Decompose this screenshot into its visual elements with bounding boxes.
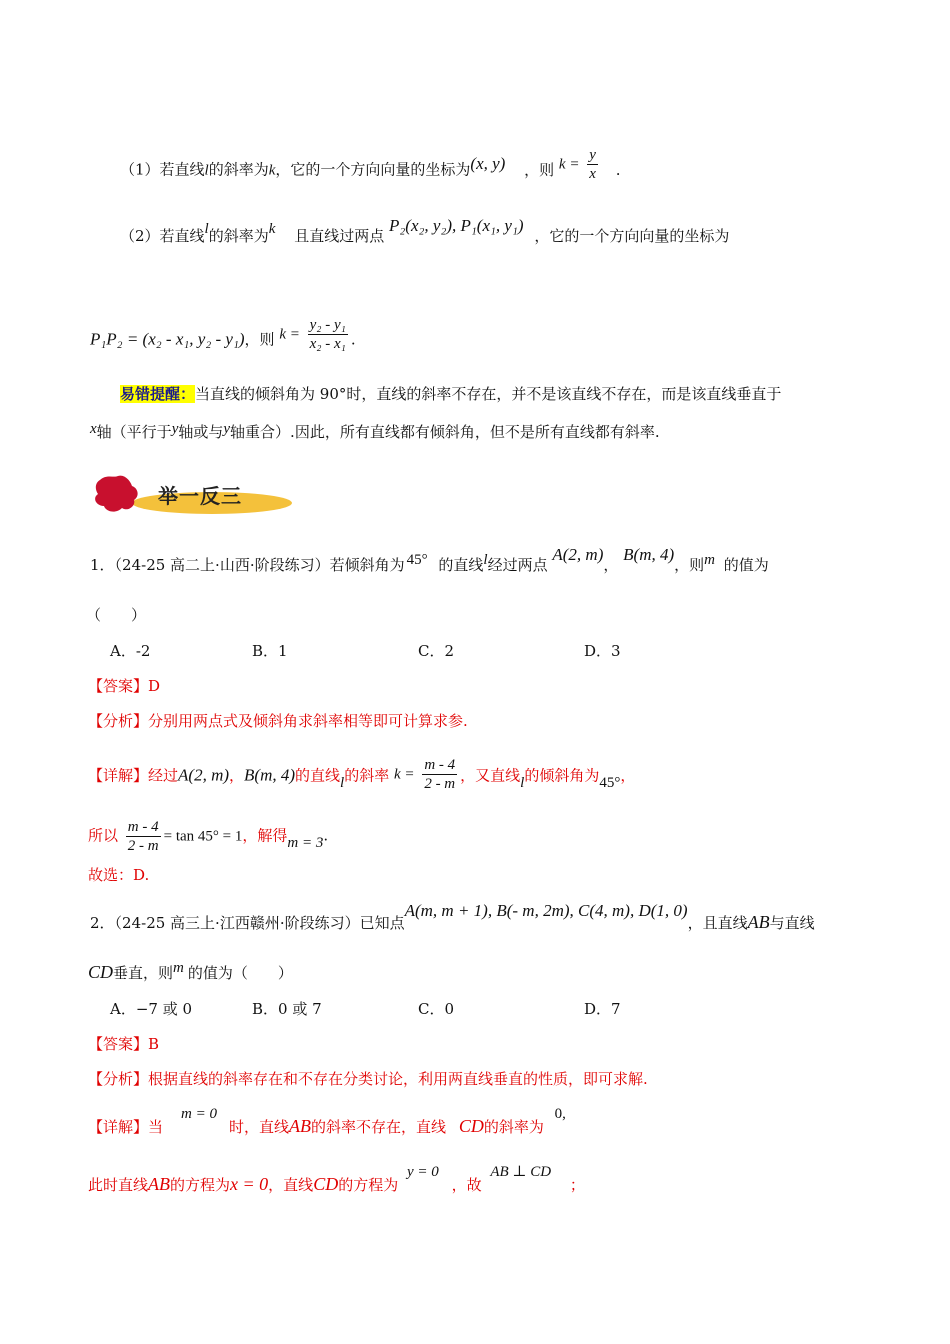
- q1-option-b[interactable]: B．1: [252, 642, 288, 660]
- detail-text-5: 的倾斜角为: [524, 766, 600, 785]
- q2-option-d[interactable]: D．7: [584, 1000, 621, 1018]
- q1-analysis: [88, 711, 468, 731]
- answer-value: D: [148, 677, 161, 695]
- q1-answer: [88, 676, 160, 696]
- detail-text: 经过: [148, 766, 179, 785]
- solve-result: m = 3: [287, 834, 324, 851]
- analysis-text: 分别用两点式及倾斜角求斜率相等即可计算求参.: [148, 712, 468, 730]
- m-equals-zero: m = 0: [181, 1106, 217, 1122]
- line-ab: AB: [289, 1116, 312, 1136]
- detail-end: ；: [569, 1176, 585, 1194]
- slope-zero: 0,: [554, 1106, 566, 1122]
- q2-text-4: 的值为（ ）: [187, 964, 293, 982]
- answer-label: 【答案】: [88, 1035, 149, 1053]
- q2-text-1: ，且直线: [687, 914, 748, 932]
- warning-line-1: [120, 384, 781, 404]
- rule-2-end: .: [350, 330, 356, 349]
- solve-equation: = tan 45° = 1: [163, 828, 243, 845]
- slope-eq-2: k =: [279, 326, 300, 343]
- detail-label: 【详解】: [88, 766, 149, 785]
- q1-text-4: 的值为: [723, 556, 769, 574]
- var-k: k: [268, 221, 276, 237]
- warning-text-2: 轴（平行于: [96, 423, 172, 441]
- analysis-label: 【分析】: [88, 1070, 149, 1088]
- q2-analysis: [88, 1069, 648, 1089]
- var-y-2: y: [223, 421, 231, 437]
- detail-text-5: 此时直线: [88, 1176, 149, 1194]
- q2-text-3: 垂直，则: [113, 964, 174, 982]
- detail-text-8: 的方程为: [338, 1176, 399, 1194]
- q1-option-a[interactable]: A．-2: [110, 642, 151, 660]
- detail-slope-fraction: $\frac{m - 4}{2 - m}$: [424, 757, 456, 792]
- detail-text-3: 的斜率: [344, 766, 390, 785]
- detail-text-4: 的斜率为: [483, 1118, 544, 1136]
- rule-2: [120, 216, 730, 247]
- var-l: l: [204, 221, 209, 237]
- slope-eq: k =: [394, 766, 415, 783]
- analysis-text: 根据直线的斜率存在和不存在分类讨论，利用两直线垂直的性质，即可求解.: [148, 1070, 648, 1088]
- two-points: P₂(x₂, y₂), P₁(x₁, y₁): [388, 216, 524, 235]
- slope-fraction-2: $\frac{\text{y₂ - y₁}}{\text{x₂ - x₁}}$: [309, 317, 346, 352]
- vector-p1p2: P₁P₂ = (x₂ - x₁, y₂ - y₁): [90, 329, 245, 349]
- point-b: B(m, 4): [623, 545, 675, 564]
- detail-text: 当: [148, 1118, 164, 1136]
- detail-angle: 45°: [599, 774, 621, 791]
- q2-option-b[interactable]: B．0 或 7: [252, 1000, 322, 1018]
- line-cd: CD: [88, 962, 114, 982]
- detail-text-2: 的直线: [295, 766, 341, 785]
- var-k: k: [268, 162, 276, 179]
- point-b: B(m, 4): [244, 765, 296, 785]
- detail-text-4: ，又直线: [460, 766, 521, 785]
- q1-text-1: 的直线: [438, 556, 484, 574]
- direction-vector: (x, y): [470, 153, 506, 173]
- rule-2-text-3: ，它的一个方向向量的坐标为: [534, 227, 730, 245]
- answer-label: 【答案】: [88, 677, 149, 695]
- detail-comma-2: ，: [620, 766, 636, 785]
- detail-comma: ，: [229, 766, 245, 785]
- rule-1-text-2: ，它的一个方向向量的坐标为: [275, 160, 471, 179]
- q1-option-d[interactable]: D．3: [584, 642, 621, 660]
- var-m: m: [173, 960, 184, 976]
- rule-2-text: 的斜率为: [208, 227, 269, 245]
- q2-stem-2: [88, 962, 293, 984]
- rule-1-then: ，则: [524, 160, 555, 179]
- solve-text-2: ，解得: [242, 826, 288, 845]
- answer-value: B: [148, 1035, 160, 1053]
- q1-conclusion: 故选：D.: [88, 866, 150, 884]
- line-ab-2: AB: [148, 1174, 171, 1194]
- q2-text-2: 与直线: [769, 914, 815, 932]
- warning-label: 易错提醒：: [120, 385, 196, 403]
- line-cd-2: CD: [313, 1174, 339, 1194]
- warning-text-3: 轴或与: [178, 423, 224, 441]
- analysis-label: 【分析】: [88, 712, 149, 730]
- q2-source: （24-25 高三上·江西赣州·阶段练习）已知点: [114, 914, 405, 932]
- q1-comma: ，: [603, 556, 619, 574]
- x-equals-zero: x = 0: [230, 1174, 269, 1194]
- detail-text-3: 的斜率不存在，直线: [311, 1118, 447, 1136]
- q2-stem: [90, 901, 815, 933]
- solve-end: .: [323, 826, 329, 845]
- var-l: l: [483, 552, 488, 568]
- q2-detail: [88, 1106, 566, 1138]
- q2-detail-2: [88, 1164, 585, 1196]
- q1-source: （24-25 高二上·山西·阶段练习）若倾斜角为: [114, 556, 405, 574]
- rule-1-end: .: [615, 160, 621, 179]
- point-a: A(2, m): [552, 545, 604, 564]
- rule-2-text-2: 且直线过两点: [294, 227, 385, 245]
- y-equals-zero: y = 0: [407, 1164, 439, 1180]
- rule-2-prefix: （2）若直线: [120, 227, 205, 245]
- slope-fraction: $\frac{y}{x}$: [589, 147, 596, 182]
- solve-fraction: $\frac{m - 4}{2 - m}$: [127, 819, 159, 854]
- rule-1-text: 的斜率为: [208, 160, 269, 179]
- solve-text: 所以: [88, 826, 119, 845]
- banner-title: 举一反三: [158, 484, 242, 508]
- detail-label: 【详解】: [88, 1118, 149, 1136]
- detail-text-6: 的方程为: [170, 1176, 231, 1194]
- var-l: l: [340, 774, 345, 791]
- q2-option-a[interactable]: A．−7 或 0: [110, 1000, 193, 1018]
- q1-stem: [90, 545, 769, 576]
- detail-text-7: ，直线: [268, 1176, 314, 1194]
- q1-angle: 45°: [406, 552, 428, 568]
- warning-text-1: 当直线的倾斜角为 90°时，直线的斜率不存在，并不是该直线不存在，而是该直线垂直于: [195, 385, 782, 403]
- q2-answer: [88, 1034, 159, 1054]
- slope-eq: k =: [558, 156, 580, 173]
- var-m: m: [704, 552, 715, 568]
- q1-detail: [88, 758, 635, 795]
- perpendicular-statement: AB ⊥ CD: [490, 1164, 552, 1180]
- detail-text-2: 时，直线: [229, 1118, 290, 1136]
- q2-number: 2．: [90, 914, 115, 932]
- line-cd: CD: [458, 1116, 484, 1136]
- warning-line-2: [90, 422, 660, 443]
- rule-2-then: ，则: [244, 330, 275, 349]
- detail-text-9: ，故: [451, 1176, 482, 1194]
- var-y: y: [171, 421, 179, 437]
- q1-paren: （ ）: [86, 606, 147, 624]
- rule-1-prefix: （1）若直线: [120, 160, 205, 179]
- section-banner: [92, 470, 297, 522]
- banner-splash-icon: [92, 474, 142, 514]
- point-a: A(2, m): [178, 765, 230, 785]
- q1-option-c[interactable]: C．2: [418, 642, 455, 660]
- q1-number: 1．: [90, 556, 115, 574]
- q1-solve: [88, 818, 328, 855]
- var-l-2: l: [520, 774, 525, 791]
- q2-points: A(m, m + 1), B(- m, 2m), C(4, m), D(1, 0): [404, 901, 688, 920]
- q2-option-c[interactable]: C．0: [418, 1000, 455, 1018]
- q1-text-3: ，则: [674, 556, 705, 574]
- var-x: x: [90, 421, 97, 437]
- q1-text-2: 经过两点: [487, 556, 548, 574]
- rule-1: [120, 147, 621, 189]
- var-l: l: [204, 162, 209, 179]
- line-ab: AB: [747, 912, 770, 932]
- warning-text-4: 轴重合）.因此，所有直线都有倾斜角，但不是所有直线都有斜率.: [230, 423, 660, 441]
- rule-2-formula: [90, 317, 356, 359]
